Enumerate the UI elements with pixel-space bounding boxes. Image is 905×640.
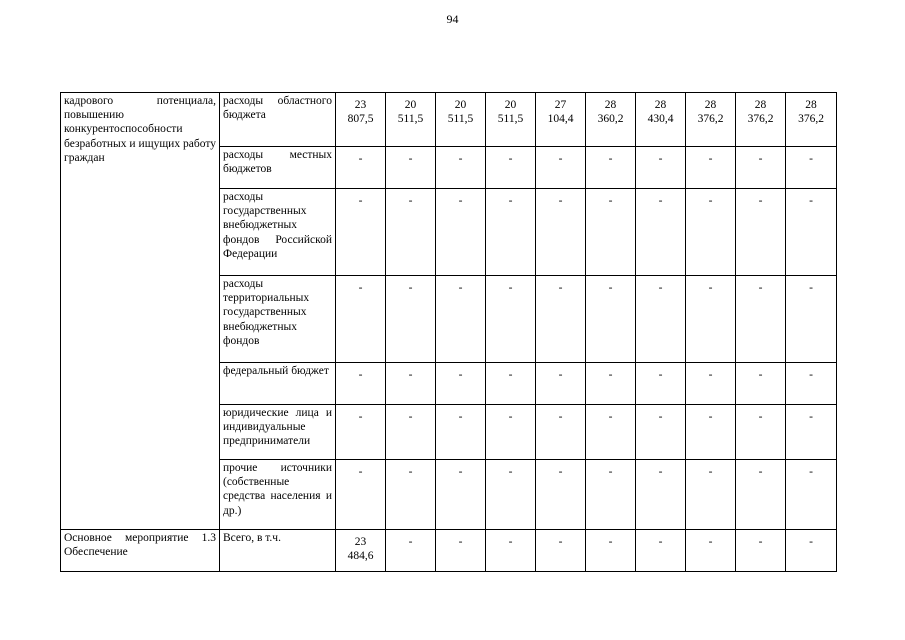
funding-source-cell: расходы местных бюджетов (220, 147, 336, 189)
value-text: - (458, 369, 463, 381)
value-text: 28 376,2 (697, 99, 724, 126)
value-text: 20 511,5 (497, 99, 524, 126)
value-cell (686, 147, 736, 189)
value-cell (786, 189, 837, 276)
value-cell (436, 363, 486, 405)
value-cell (736, 530, 786, 572)
value-cell (386, 405, 436, 460)
value-text: - (809, 369, 813, 381)
value-text: - (558, 195, 563, 207)
value-cell (536, 405, 586, 460)
value-cell (586, 460, 636, 530)
value-cell (486, 363, 536, 405)
value-text: - (408, 411, 413, 423)
value-text: - (458, 411, 463, 423)
value-cell (736, 276, 786, 363)
value-text: - (708, 466, 713, 478)
value-cell (686, 530, 736, 572)
value-cell (686, 189, 736, 276)
value-cell (336, 189, 386, 276)
value-cell (436, 93, 486, 147)
funding-source-cell: расходы территориальных государственных внебюджетных фондов (220, 276, 336, 363)
funding-source-cell: федеральный бюджет (220, 363, 336, 405)
value-text: 20 511,5 (397, 99, 424, 126)
value-text: - (558, 369, 563, 381)
value-text: - (558, 466, 563, 478)
value-cell (786, 405, 837, 460)
value-cell (686, 276, 736, 363)
value-cell (386, 530, 436, 572)
value-cell (636, 363, 686, 405)
value-cell (336, 276, 386, 363)
value-text: 23 807,5 (347, 99, 374, 126)
value-text: - (558, 282, 563, 294)
value-cell (736, 363, 786, 405)
value-text: - (708, 536, 713, 548)
value-text: 28 360,2 (597, 99, 624, 126)
value-text: - (558, 536, 563, 548)
value-cell (586, 405, 636, 460)
value-cell (336, 405, 386, 460)
value-cell (386, 147, 436, 189)
value-cell (486, 405, 536, 460)
value-cell (486, 189, 536, 276)
value-cell (786, 363, 837, 405)
value-cell (736, 93, 786, 147)
value-text: 28 430,4 (647, 99, 674, 126)
value-text: - (658, 466, 663, 478)
value-text: - (708, 195, 713, 207)
value-text: - (608, 411, 613, 423)
value-text: 27 104,4 (547, 99, 574, 126)
value-text: - (458, 466, 463, 478)
value-text: - (458, 536, 463, 548)
value-cell (786, 93, 837, 147)
value-text: - (758, 466, 763, 478)
value-cell (486, 460, 536, 530)
value-text: - (708, 153, 713, 165)
value-text: - (408, 466, 413, 478)
value-text: - (408, 282, 413, 294)
activity-name-cell: кадрового потенциала, повышению конкурентоспособности безработных и ищущих работу граждан (61, 93, 220, 530)
value-text: - (458, 282, 463, 294)
value-text: - (408, 153, 413, 165)
value-text: 20 511,5 (447, 99, 474, 126)
value-text: - (408, 536, 413, 548)
value-cell (386, 363, 436, 405)
value-cell (686, 405, 736, 460)
value-cell (736, 460, 786, 530)
funding-source-cell: Всего, в т.ч. (220, 530, 336, 572)
value-text: - (608, 536, 613, 548)
value-text: - (508, 153, 513, 165)
value-text: - (608, 466, 613, 478)
value-text: - (508, 466, 513, 478)
value-text: - (458, 195, 463, 207)
value-cell (536, 530, 586, 572)
funding-source-cell: юридические лица и индивидуальные предприниматели (220, 405, 336, 460)
funding-source-cell: расходы областного бюджета (220, 93, 336, 147)
value-text: - (358, 466, 363, 478)
value-text: - (608, 195, 613, 207)
value-cell (686, 93, 736, 147)
value-cell (486, 147, 536, 189)
value-cell (786, 460, 837, 530)
value-text: - (758, 195, 763, 207)
value-cell (436, 530, 486, 572)
value-cell (586, 363, 636, 405)
table-row (61, 93, 837, 147)
value-cell (636, 147, 686, 189)
value-text: - (658, 369, 663, 381)
value-cell (536, 460, 586, 530)
table-row (61, 530, 837, 572)
value-text: - (708, 282, 713, 294)
value-text: 28 376,2 (747, 99, 774, 126)
value-cell (636, 460, 686, 530)
value-text: - (358, 369, 363, 381)
value-text: - (758, 536, 763, 548)
value-text: - (358, 411, 363, 423)
value-text: - (358, 153, 363, 165)
funding-source-cell: прочие источники (собственные средства населения и др.) (220, 460, 336, 530)
value-text: - (658, 282, 663, 294)
value-cell (636, 189, 686, 276)
value-text: - (558, 153, 563, 165)
value-cell (536, 93, 586, 147)
value-text: - (708, 411, 713, 423)
value-cell (386, 460, 436, 530)
value-cell (386, 93, 436, 147)
value-cell (636, 276, 686, 363)
value-cell (436, 460, 486, 530)
value-cell (336, 147, 386, 189)
value-text: - (408, 195, 413, 207)
value-text: - (508, 536, 513, 548)
value-cell (436, 405, 486, 460)
value-text: - (608, 369, 613, 381)
value-text: - (608, 282, 613, 294)
value-cell (586, 189, 636, 276)
value-cell (586, 93, 636, 147)
value-cell (686, 460, 736, 530)
value-cell (486, 530, 536, 572)
value-cell (536, 147, 586, 189)
value-cell (486, 93, 536, 147)
value-text: - (658, 411, 663, 423)
value-text: - (508, 411, 513, 423)
value-text: - (358, 282, 363, 294)
value-cell (736, 405, 786, 460)
value-cell (636, 405, 686, 460)
value-text: - (809, 153, 813, 165)
value-cell (736, 189, 786, 276)
value-cell (536, 189, 586, 276)
value-cell (536, 363, 586, 405)
value-text: - (758, 282, 763, 294)
value-text: - (809, 195, 813, 207)
value-cell (336, 93, 386, 147)
value-text: - (508, 369, 513, 381)
value-text: - (658, 195, 663, 207)
value-cell (536, 276, 586, 363)
value-cell (436, 189, 486, 276)
value-cell (786, 147, 837, 189)
funding-source-cell: расходы государственных внебюджетных фондов Российской Федерации (220, 189, 336, 276)
value-text: - (758, 411, 763, 423)
value-text: - (658, 536, 663, 548)
value-text: - (608, 153, 613, 165)
value-cell (336, 530, 386, 572)
value-cell (486, 276, 536, 363)
value-text: - (458, 153, 463, 165)
value-text: - (758, 153, 763, 165)
value-text: - (558, 411, 563, 423)
value-text: - (358, 195, 363, 207)
value-cell (586, 276, 636, 363)
value-cell (636, 530, 686, 572)
value-text: - (758, 369, 763, 381)
value-cell (436, 147, 486, 189)
value-text: - (658, 153, 663, 165)
budget-table (60, 92, 837, 572)
value-cell (736, 147, 786, 189)
value-text: 28 376,2 (798, 99, 824, 126)
value-text: - (809, 466, 813, 478)
value-text: - (809, 411, 813, 423)
page-number: 94 (446, 12, 459, 26)
value-cell (386, 189, 436, 276)
value-text: - (508, 195, 513, 207)
value-cell (586, 530, 636, 572)
value-cell (786, 276, 837, 363)
value-text: - (708, 369, 713, 381)
value-cell (436, 276, 486, 363)
value-cell (336, 363, 386, 405)
value-cell (786, 530, 837, 572)
value-cell (336, 460, 386, 530)
value-cell (686, 363, 736, 405)
value-text: - (408, 369, 413, 381)
value-text: - (508, 282, 513, 294)
table-body (61, 93, 837, 572)
value-text: 23 484,6 (347, 536, 374, 563)
activity-name-cell: Основное мероприятие 1.3 Обеспечение (61, 530, 220, 572)
value-cell (386, 276, 436, 363)
value-text: - (809, 282, 813, 294)
value-cell (586, 147, 636, 189)
value-cell (636, 93, 686, 147)
value-text: - (809, 536, 813, 548)
